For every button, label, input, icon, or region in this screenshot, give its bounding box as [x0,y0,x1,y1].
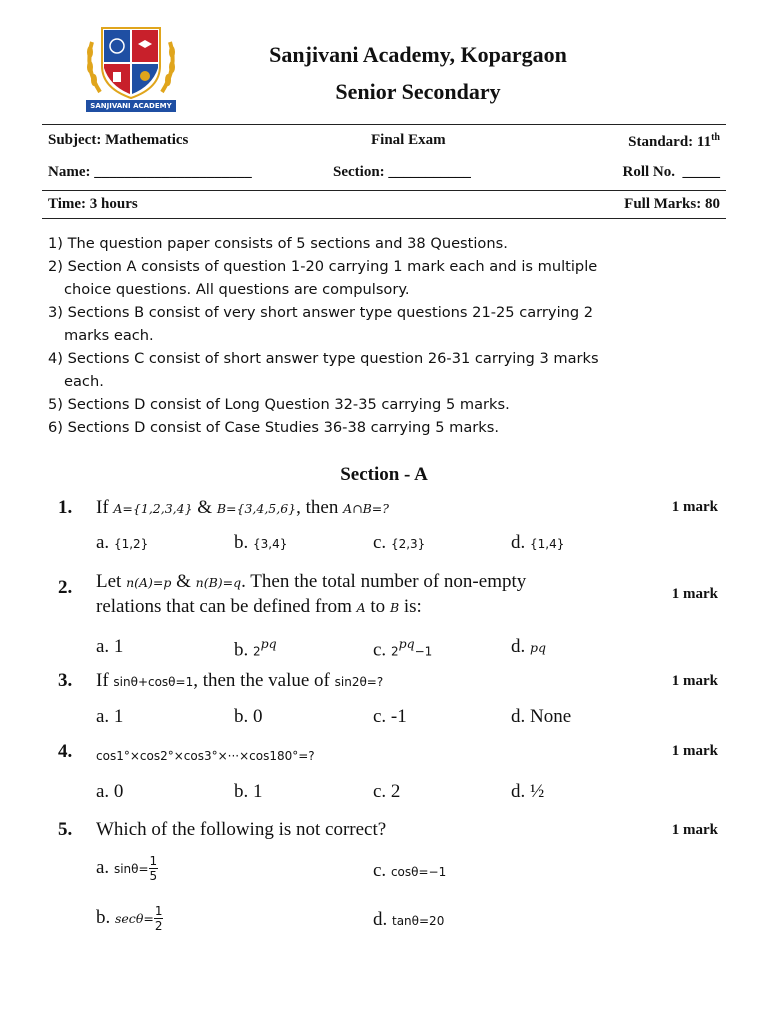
q-text-part: & [171,571,196,592]
question-text: Which of the following is not correct? [96,819,387,840]
q-text-part: to [365,596,390,617]
roll-field [623,164,721,181]
school-logo [78,22,184,114]
option-b: b. 0 [234,706,263,727]
q-text-part: Let [96,571,127,592]
option-math: 2 [253,644,261,659]
option-d [511,532,564,554]
option-a [96,532,148,554]
option-sup: pq [398,636,415,651]
option-b [96,904,163,933]
instruction-line: 1) The question paper consists of 5 sections and 38 Questions. [48,235,508,252]
q-math: A={1,2,3,4} [113,501,193,516]
option-math: tanθ=20 [392,914,445,928]
instruction-line: 5) Sections D consist of Long Question 32-35 carrying 5 marks. [48,396,510,413]
q-math: sinθ+cosθ=1 [113,675,194,689]
question-text-line2 [96,596,422,618]
time-divider [42,218,726,219]
standard-text: Standard: 11 [628,134,712,150]
subject-label: Subject: Mathematics [48,132,189,148]
mark-label: 1 mark [671,499,718,515]
option-label: a. [96,532,114,553]
fraction-denominator: 5 [149,869,158,883]
option-label: b. [234,532,253,553]
fraction [154,904,164,933]
option-label: d. [511,636,530,657]
q-math: n(A)=p [126,575,172,590]
roll-label: Roll No. [622,164,675,180]
header-divider [42,124,726,125]
exam-label: Final Exam [371,132,446,148]
instruction-line: 2) Section A consists of question 1-20 carrying 1 mark each and is multiple [48,258,598,275]
mark-label: 1 mark [671,743,718,759]
q-text-part: . Then the total number of non-empty [241,571,527,592]
option-math: secθ= [115,910,154,926]
question-text [96,670,383,692]
standard-label [628,132,720,151]
option-math: {1,4} [530,537,565,551]
question-text [96,571,526,593]
question-number: 1. [58,497,73,518]
option-math: {1,2} [113,537,149,551]
full-marks-label: Full Marks: 80 [624,196,720,212]
instruction-line: each. [64,373,104,390]
fraction-numerator: 1 [154,904,163,918]
option-math: −1 [414,644,433,659]
mark-label: 1 mark [671,673,718,689]
option-c: c. -1 [373,706,407,727]
q-text-part: If [96,670,114,691]
option-a: a. 1 [96,636,124,657]
option-label: a. [96,856,114,878]
option-math: {3,4} [253,537,288,551]
option-d: d. ½ [511,781,545,802]
option-label: d. [373,909,392,930]
q-math: A∩B=? [343,501,389,516]
q-text-part: , then the value of [193,670,335,691]
instruction-line: 4) Sections C consist of short answer type question 26-31 carrying 3 marks [48,350,599,367]
option-label: d. [511,532,530,553]
option-math: sinθ= [113,861,149,876]
option-label: b. [96,906,115,928]
school-name: Sanjivani Academy, Kopargaon [269,42,567,67]
option-a: a. 0 [96,781,124,802]
instruction-line: marks each. [64,327,154,344]
option-a [96,854,158,883]
option-math: pq [530,640,547,655]
question-number: 2. [58,577,73,598]
option-a: a. 1 [96,706,124,727]
name-field: Name: _____________________ [48,164,252,180]
q-text-part: , then [296,497,344,518]
section-field: Section: ___________ [333,164,471,180]
instructions-list [48,232,728,439]
fraction-denominator: 2 [154,919,163,933]
q-math: sin2θ=? [334,675,384,689]
fraction-numerator: 1 [149,854,158,868]
option-d: d. None [511,706,572,727]
question-text [96,497,389,519]
section-title: Section - A [340,464,428,485]
option-sup: pq [260,636,277,651]
q-math: cos1°×cos2°×cos3°×···×cos180°=? [96,749,315,763]
option-label: b. [234,639,253,661]
q-math: n(B)=q [195,575,242,590]
question-number: 5. [58,819,73,840]
question-number: 3. [58,670,73,691]
mark-label: 1 mark [671,586,718,602]
standard-sup: th [711,132,720,143]
q-math: B={3,4,5,6} [216,501,297,516]
mark-label: 1 mark [671,822,718,838]
info-divider [42,190,726,191]
q-math: B [389,600,400,615]
time-label: Time: 3 hours [48,196,138,212]
option-b [234,532,287,554]
instruction-line: 6) Sections D consist of Case Studies 36-38 carrying 5 marks. [48,419,499,436]
logo-caption: SANJIVANI ACADEMY [90,102,172,110]
roll-blank: _____ [682,164,720,180]
school-level: Senior Secondary [335,79,501,104]
option-c [373,532,425,554]
q-text-part: is: [399,596,422,617]
q-text-part: relations that can be defined from [96,596,357,617]
option-label: c. [373,860,391,881]
q-text-part: & [192,497,217,518]
option-label: c. [373,639,391,661]
question-number: 4. [58,741,73,762]
option-c [373,636,432,661]
option-math: {2,3} [390,537,426,551]
q-math: A [356,600,366,615]
q-text-part: If [96,497,114,518]
option-d [511,636,546,658]
option-math: cosθ=−1 [390,865,447,879]
question-text [96,744,315,766]
option-c: c. 2 [373,781,401,802]
option-b: b. 1 [234,781,263,802]
option-d [373,909,444,931]
fraction [149,854,159,883]
option-label: c. [373,532,391,553]
instruction-line: choice questions. All questions are compulsory. [64,281,410,298]
instruction-line: 3) Sections B consist of very short answer type questions 21-25 carrying 2 [48,304,594,321]
option-c [373,860,446,882]
option-math: 2 [390,644,399,659]
option-b [234,636,277,661]
